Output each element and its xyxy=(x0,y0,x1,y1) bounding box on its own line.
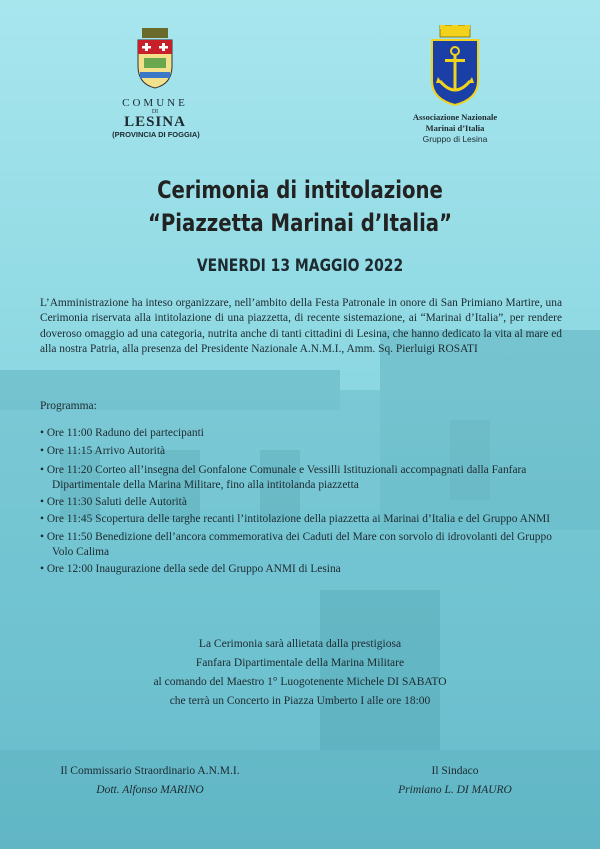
schedule-item: • Ore 11:20 Corteo all’insegna del Gonfalone Comunale e Vessilli Istituzionali accompagnati dalla Fanfara Dipartimentale della Marina Militare, fino alla intitolanda piazzetta xyxy=(40,463,527,491)
title-line1: Cerimonia di intitolazione xyxy=(157,176,443,204)
signature-role: Il Sindaco xyxy=(431,765,479,777)
closing-text xyxy=(0,635,600,711)
comune-label: COMUNE xyxy=(122,97,188,109)
signature-name: Dott. Alfonso MARINO xyxy=(96,784,204,796)
anmi-name-line2: Marinai d’Italia xyxy=(425,123,485,133)
event-date: VENERDI 13 MAGGIO 2022 xyxy=(196,256,404,276)
anchor-emblem-icon xyxy=(426,25,484,107)
schedule-item: • Ore 11:15 Arrivo Autorità xyxy=(40,445,166,458)
title-line2: “Piazzetta Marinai d’Italia” xyxy=(147,209,453,237)
intro-paragraph: L’Amministrazione ha inteso organizzare, nell’ambito della Festa Patronale in onore di San Primiano Martire, una Cerimonia riservata alla intitolazione di una piazzetta, di recente sistemazione, ai “Marinai d’Italia”, per rendere doveroso omaggio ad una categoria, nutrita anche di tanti cittadini di Lesina, che hanno dedicato la vita al mare ed alla nostra Patria, alla presenza del Presidente Nazionale A.N.M.I., Amm. Sq. Pierluigi ROSATI xyxy=(40,297,562,355)
schedule-item: • Ore 11:30 Saluti delle Autorità xyxy=(40,496,187,509)
closing-line: Fanfara Dipartimentale della Marina Militare xyxy=(195,657,405,669)
closing-line: che terrà un Concerto in Piazza Umberto I alle ore 18:00 xyxy=(169,695,431,707)
programma-label: Programma: xyxy=(40,400,97,412)
anmi-name-line1: Associazione Nazionale xyxy=(412,112,498,122)
comune-logo xyxy=(110,28,200,130)
schedule-item: • Ore 11:50 Benedizione dell’ancora commemorativa dei Caduti del Mare con sorvolo di idrovolanti del Gruppo Volo Calima xyxy=(40,530,552,559)
schedule-item: • Ore 11:45 Scopertura delle targhe recanti l’intitolazione della piazzetta ai Marinai d’Italia e del Gruppo ANMI xyxy=(40,513,551,526)
anmi-logo xyxy=(395,25,515,145)
anmi-group-label: Gruppo di Lesina xyxy=(422,134,488,144)
schedule-item: • Ore 12:00 Inaugurazione della sede del Gruppo ANMI di Lesina xyxy=(40,563,341,576)
signature-commissario xyxy=(50,762,250,800)
comune-name: LESINA xyxy=(124,114,186,130)
province-label: (PROVINCIA DI FOGGIA) xyxy=(112,130,200,139)
signature-name: Primiano L. DI MAURO xyxy=(398,784,512,796)
coat-of-arms-icon xyxy=(134,28,176,90)
schedule-item: • Ore 11:00 Raduno dei partecipanti xyxy=(40,427,204,439)
closing-line: al comando del Maestro 1° Luogotenente Michele DI SABATO xyxy=(153,676,447,688)
closing-line: La Cerimonia sarà allietata dalla prestigiosa xyxy=(198,638,402,650)
comune-di-label: DI xyxy=(151,109,159,115)
signature-role: Il Commissario Straordinario A.N.M.I. xyxy=(60,765,240,777)
signature-sindaco xyxy=(385,762,525,800)
schedule-list xyxy=(36,426,566,580)
